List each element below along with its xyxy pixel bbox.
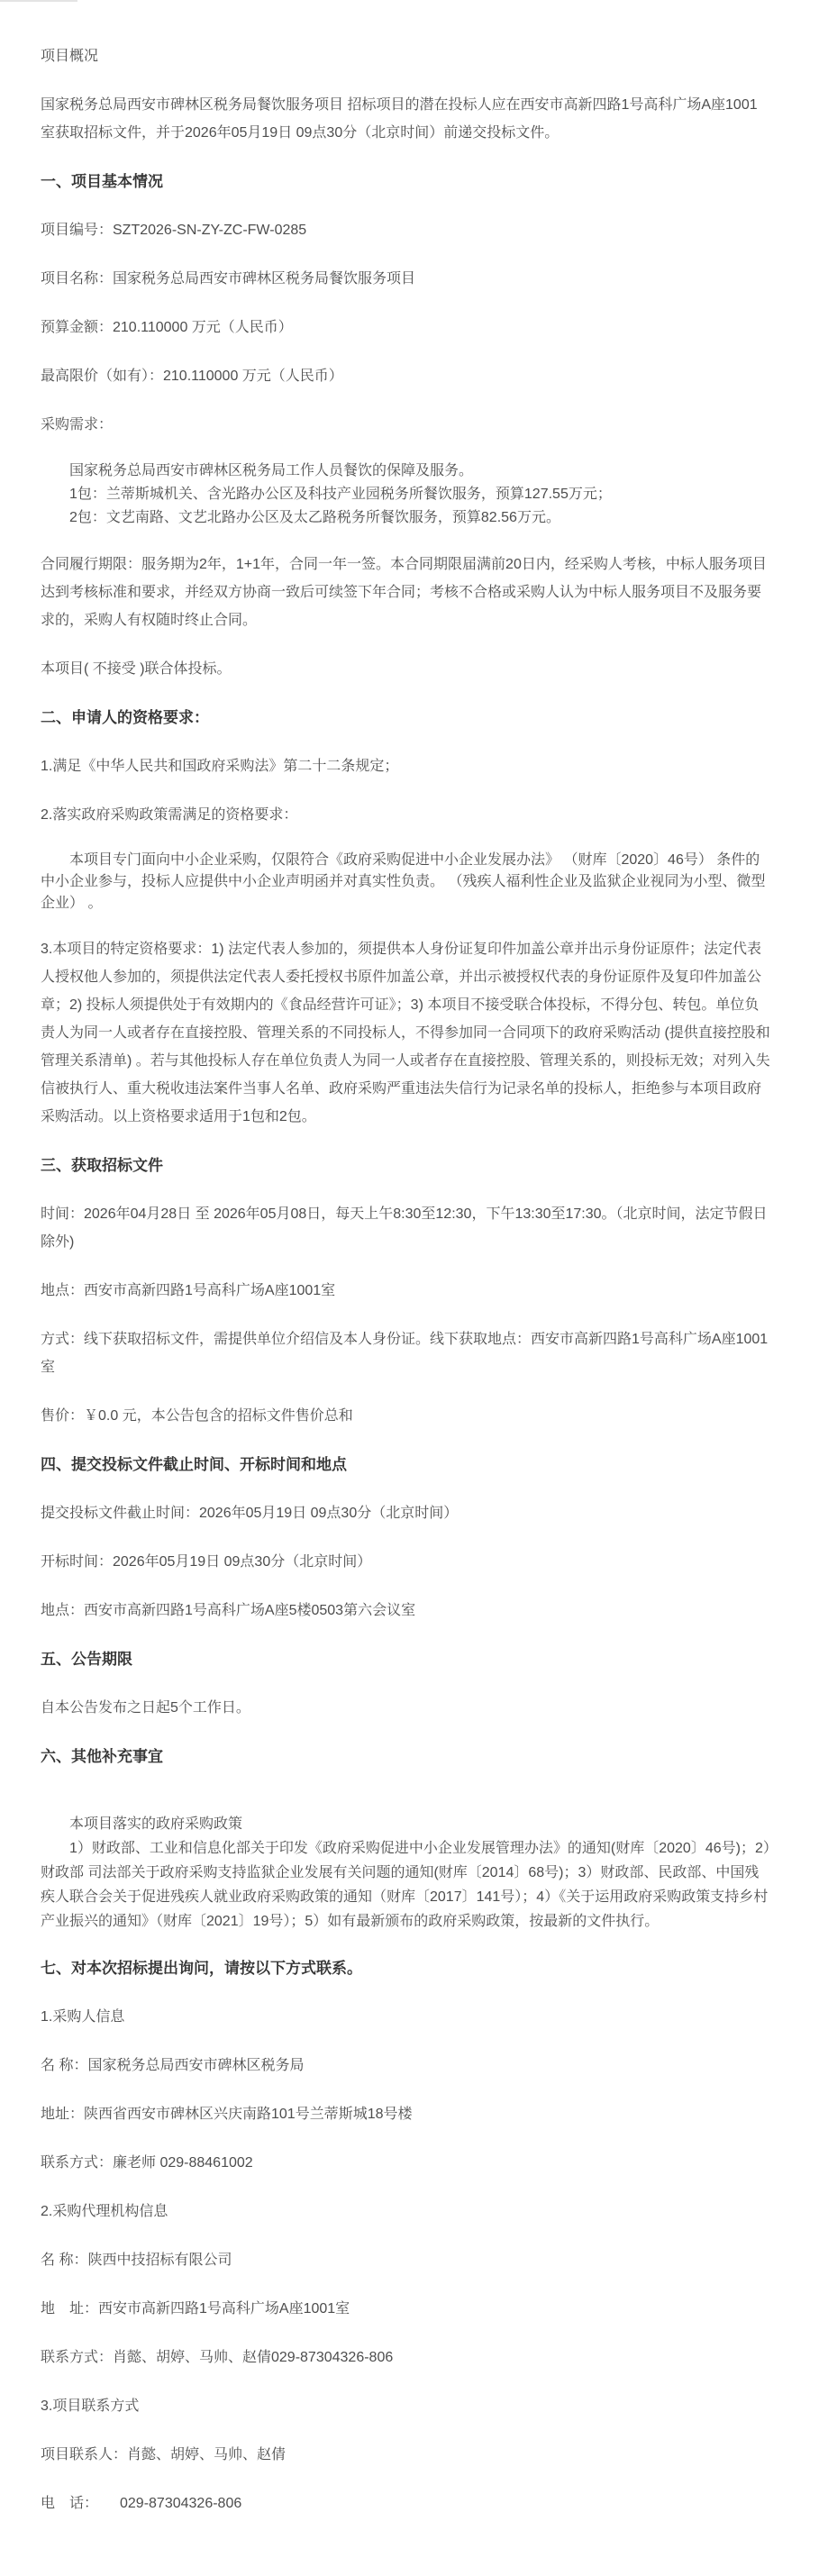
policy-block <box>41 1812 770 1934</box>
bid-opening-time: 开标时间：2026年05月19日 09点30分（北京时间） <box>41 1554 372 1570</box>
qualification-item-3: 3.本项目的特定资格要求：1) 法定代表人参加的，须提供本人身份证复印件加盖公章并出示身份证原件；法定代表人授权他人参加的，须提供法定代表人委托授权书原件加盖公章，并出示被授权代表的身份证原件及复印件加盖公章；2) 投标人须提供处于有效期内的《食品经营许可证》；3) 本项目不接受联合体投标，不得分包、转包。单位负责人为同一人或者存在直接控股、管理关系的不同投标人，不得参加同一合同项下的政府采购活动 (提供直接控股和管理关系清单) 。若与其他投标人存在单位负责人为同一人或者存在直接控股、管理关系的，则投标无效；对列入失信被执行人、重大税收违法案件当事人名单、政府采购严重违法失信行为记录名单的投标人，拒绝参与本项目政府采购活动。以上资格要求适用于1包和2包。 <box>41 942 770 1124</box>
section1-heading: 一、项目基本情况 <box>41 173 163 190</box>
submission-deadline: 提交投标文件截止时间：2026年05月19日 09点30分（北京时间） <box>41 1506 459 1521</box>
purchaser-contact: 联系方式：廉老师 029-88461002 <box>41 2155 253 2171</box>
section3-heading: 三、获取招标文件 <box>41 1157 163 1174</box>
section2-heading: 二、申请人的资格要求： <box>41 709 209 726</box>
procurement-demand-block <box>41 460 770 530</box>
document-price: 售价：￥0.0 元，本公告包含的招标文件售价总和 <box>41 1408 353 1424</box>
section5-heading: 五、公告期限 <box>41 1651 132 1668</box>
overview-title: 项目概况 <box>41 49 99 64</box>
qualification-item-1: 1.满足《中华人民共和国政府采购法》第二十二条规定； <box>41 759 399 774</box>
obtain-location: 地点：西安市高新四路1号高科广场A座1001室 <box>41 1283 336 1298</box>
project-contact-phone: 电 话： 029-87304326-806 <box>41 2496 242 2511</box>
budget-amount: 预算金额：210.110000 万元（人民币） <box>41 320 293 335</box>
section4-heading: 四、提交投标文件截止时间、开标时间和地点 <box>41 1456 347 1473</box>
purchaser-info-title: 1.采购人信息 <box>41 2009 125 2025</box>
obtain-method: 方式：线下获取招标文件，需提供单位介绍信及本人身份证。线下获取地点：西安市高新四路1号高科广场A座1001室 <box>41 1332 769 1375</box>
project-contact-persons: 项目联系人：肖懿、胡婷、马帅、赵倩 <box>41 2447 287 2462</box>
policy-text: 1）财政部、工业和信息化部关于印发《政府采购促进中小企业发展管理办法》的通知(财库〔2020〕46号)；2）财政部 司法部关于政府采购支持监狱企业发展有关问题的通知(财库〔2014〕68号)；3）财政部、民政部、中国残疾人联合会关于促进残疾人就业政府采购政策的通知（财库〔2017〕141号）；4）《关于运用政府采购政策支持乡村产业振兴的通知》（财库〔2021〕19号）；5）如有最新颁布的政府采购政策，按最新的文件执行。 <box>41 1841 770 1929</box>
agency-address: 地 址：西安市高新四路1号高科广场A座1001室 <box>41 2301 350 2317</box>
max-price: 最高限价（如有）：210.110000 万元（人民币） <box>41 369 343 384</box>
agency-contact: 联系方式：肖懿、胡婷、马帅、赵倩029-87304326-806 <box>41 2350 394 2365</box>
contract-period: 合同履行期限：服务期为2年，1+1年，合同一年一签。本合同期限届满前20日内，经采购人考核，中标人服务项目达到考核标准和要求，并经双方协商一致后可续签下年合同；考核不合格或采购人认为中标人服务项目不及服务要求的，采购人有权随时终止合同。 <box>41 557 767 628</box>
consortium-note: 本项目( 不接受 )联合体投标。 <box>41 661 232 677</box>
bid-opening-location: 地点：西安市高新四路1号高科广场A座5楼0503第六会议室 <box>41 1603 416 1618</box>
policy-title: 本项目落实的政府采购政策 <box>69 1816 243 1832</box>
section7-heading: 七、对本次招标提出询问，请按以下方式联系。 <box>41 1960 362 1977</box>
procurement-demand-label: 采购需求： <box>41 417 114 432</box>
project-number: 项目编号：SZT2026-SN-ZY-ZC-FW-0285 <box>41 223 307 238</box>
top-edge-fragment <box>0 0 77 2</box>
qualification-item-2: 2.落实政府采购政策需满足的资格要求： <box>41 807 298 823</box>
agency-info-title: 2.采购代理机构信息 <box>41 2204 168 2219</box>
overview-text: 国家税务总局西安市碑林区税务局餐饮服务项目 招标项目的潜在投标人应在西安市高新四路1号高科广场A座1001室获取招标文件，并于2026年05月19日 09点30分（北京时间）前递交投标文件。 <box>41 97 758 141</box>
procurement-demand-line: 2包：文艺南路、文艺北路办公区及太乙路税务所餐饮服务，预算82.56万元。 <box>69 510 560 525</box>
sme-policy-text: 本项目专门面向中小企业采购，仅限符合《政府采购促进中小企业发展办法》 （财库〔2020〕46号） 条件的中小企业参与，投标人应提供中小企业声明函并对真实性负责。 （残疾人福利性企业及监狱企业视同为小型、微型企业） 。 <box>41 852 766 911</box>
project-contact-title: 3.项目联系方式 <box>41 2399 140 2414</box>
obtain-time: 时间：2026年04月28日 至 2026年05月08日，每天上午8:30至12:30，下午13:30至17:30。（北京时间，法定节假日除外) <box>41 1206 768 1250</box>
procurement-demand-line: 国家税务总局西安市碑林区税务局工作人员餐饮的保障及服务。 <box>69 463 474 478</box>
announcement-period: 自本公告发布之日起5个工作日。 <box>41 1700 250 1716</box>
purchaser-name: 名 称：国家税务总局西安市碑林区税务局 <box>41 2058 305 2073</box>
section6-heading: 六、其他补充事宜 <box>41 1748 163 1765</box>
agency-name: 名 称：陕西中技招标有限公司 <box>41 2253 232 2268</box>
procurement-demand-line: 1包：兰蒂斯城机关、含光路办公区及科技产业园税务所餐饮服务，预算127.55万元； <box>69 487 612 502</box>
purchaser-address: 地址：陕西省西安市碑林区兴庆南路101号兰蒂斯城18号楼 <box>41 2107 413 2122</box>
project-name: 项目名称：国家税务总局西安市碑林区税务局餐饮服务项目 <box>41 271 416 287</box>
